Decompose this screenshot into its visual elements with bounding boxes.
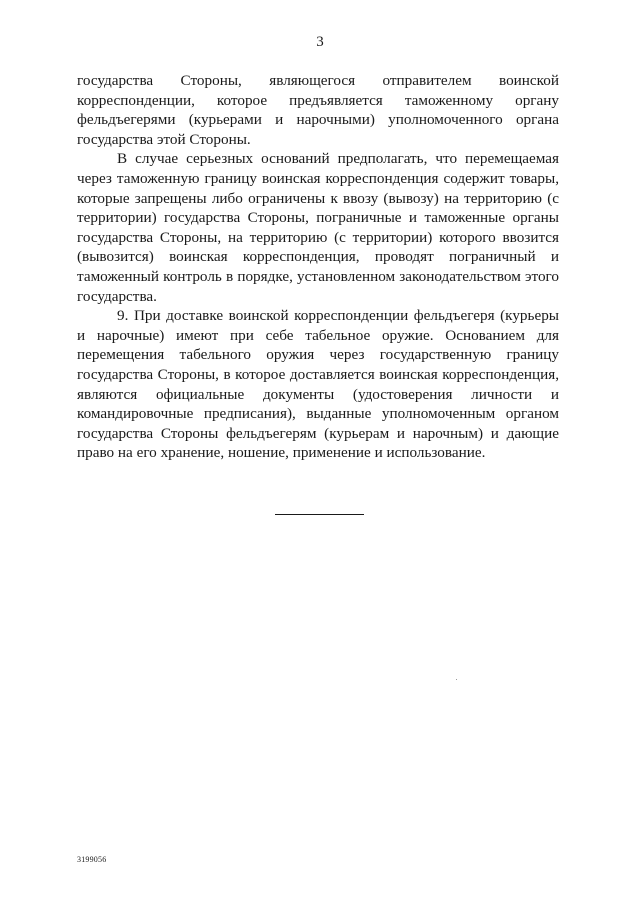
paragraph-customs-inspection: В случае серьезных оснований предполагать, что перемещаемая через таможенную границу воинская корреспонденция содержит товары, которые запрещены либо ограничены к ввозу (вывозу) на территорию (с территории) государства Стороны, пограничные и таможенные органы государства Стороны, на территорию (с территории) которого ввозится (вывозится) воинская корреспонденция, проводят пограничный и таможенный контроль в порядке, установленном законодательством этого государства. xyxy=(77,150,559,305)
paragraph-continuation: государства Стороны, являющегося отправителем воинской корреспонденции, которое предъявляется таможенному органу фельдъегерями (курьерами и нарочными) уполномоченного органа государства этой Стороны. xyxy=(77,72,559,148)
end-of-text-rule xyxy=(275,514,364,515)
page-number: 3 xyxy=(316,34,324,50)
scan-speck xyxy=(456,679,457,680)
document-body xyxy=(77,71,559,463)
document-code: 3199056 xyxy=(77,855,107,864)
paragraph-9-service-weapons: 9. При доставке воинской корреспонденции фельдъегеря (курьеры и нарочные) имеют при себе табельное оружие. Основанием для перемещения табельного оружия через государственную границу государства Стороны, в которое доставляется воинская корреспонденция, являются официальные документы (удостоверения личности и командировочные предписания), выданные уполномоченным органом государства Стороны фельдъегерям (курьерам и нарочным) и дающие право на его хранение, ношение, применение и использование. xyxy=(77,307,559,462)
